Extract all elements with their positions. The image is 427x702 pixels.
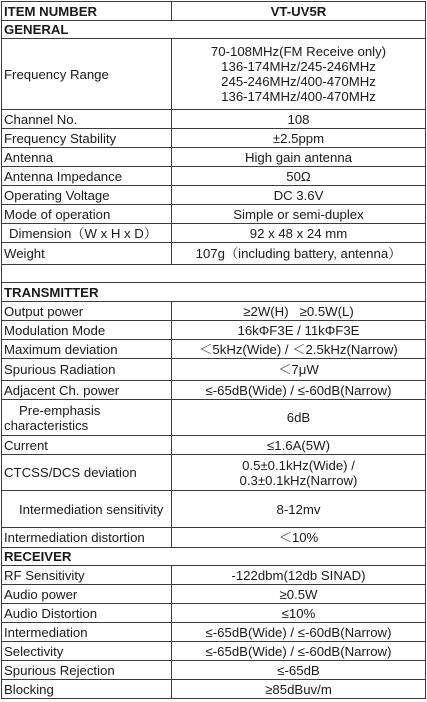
frequency-range-line: 70-108MHz(FM Receive only) [210, 44, 387, 59]
audio-distortion-value: ≤10% [172, 604, 426, 623]
channel-no-label: Channel No. [2, 110, 172, 129]
table-row [2, 243, 426, 265]
spec-table [1, 1, 426, 699]
table-row [2, 642, 426, 661]
ctcss-dcs-deviation-label: CTCSS/DCS deviation [2, 455, 172, 491]
modulation-mode-label: Modulation Mode [2, 321, 172, 340]
intermediation-distortion-value: ＜10% [172, 528, 426, 548]
table-row [2, 623, 426, 642]
antenna-label: Antenna [2, 148, 172, 167]
table-row [2, 604, 426, 623]
item-number-label: ITEM NUMBER [2, 2, 172, 21]
header-row [2, 2, 426, 21]
intermediation-distortion-label: Intermediation distortion [2, 528, 172, 548]
output-power-value: ≥2W(H) ≥0.5W(L) [172, 302, 426, 321]
table-row [2, 359, 426, 381]
ctcss-dcs-line: 0.3±0.1kHz(Narrow) [239, 472, 358, 488]
table-row [2, 680, 426, 699]
modulation-mode-value: 16kΦF3E / 11kΦF3E [172, 321, 426, 340]
mode-of-operation-label: Mode of operation [2, 205, 172, 224]
output-power-label: Output power [2, 302, 172, 321]
selectivity-label: Selectivity [2, 642, 172, 661]
spurious-rejection-value: ≤-65dB [172, 661, 426, 680]
blocking-label: Blocking [2, 680, 172, 699]
pre-emphasis-label: Pre-emphasis characteristics [2, 400, 172, 436]
dimension-label: Dimension（W x H x D） [2, 224, 172, 243]
adjacent-ch-power-value: ≤-65dB(Wide) / ≤-60dB(Narrow) [172, 381, 426, 400]
frequency-stability-value: ±2.5ppm [172, 129, 426, 148]
table-row [2, 491, 426, 528]
selectivity-value: ≤-65dB(Wide) / ≤-60dB(Narrow) [172, 642, 426, 661]
table-row [2, 381, 426, 400]
table-row [2, 148, 426, 167]
antenna-value: High gain antenna [172, 148, 426, 167]
maximum-deviation-value: ＜5kHz(Wide) / ＜2.5kHz(Narrow) [172, 340, 426, 359]
blocking-value: ≥85dBuv/m [172, 680, 426, 699]
model-number: VT-UV5R [172, 2, 426, 21]
table-row [2, 224, 426, 243]
intermediation-label: Intermediation [2, 623, 172, 642]
spurious-radiation-value: ＜7μW [172, 359, 426, 381]
section-transmitter [2, 283, 426, 302]
maximum-deviation-label: Maximum deviation [2, 340, 172, 359]
table-row [2, 528, 426, 548]
table-row [2, 455, 426, 491]
audio-power-value: ≥0.5W [172, 585, 426, 604]
audio-distortion-label: Audio Distortion [2, 604, 172, 623]
ctcss-dcs-deviation-value [172, 455, 426, 491]
frequency-range-line: 136-174MHz/245-246MHz [221, 59, 376, 74]
frequency-range-value [172, 39, 426, 110]
table-row [2, 321, 426, 340]
frequency-range-label: Frequency Range [2, 39, 172, 110]
intermediation-sensitivity-label: Intermediation sensitivity [2, 491, 172, 528]
blank-row [2, 265, 426, 283]
intermediation-sensitivity-value: 8-12mv [172, 491, 426, 528]
table-row [2, 129, 426, 148]
current-value: ≤1.6A(5W) [172, 436, 426, 455]
rf-sensitivity-label: RF Sensitivity [2, 566, 172, 585]
spurious-radiation-label: Spurious Radiation [2, 359, 172, 381]
operating-voltage-label: Operating Voltage [2, 186, 172, 205]
pre-emphasis-value: 6dB [172, 400, 426, 436]
ctcss-dcs-line: 0.5±0.1kHz(Wide) / [242, 457, 355, 473]
intermediation-value: ≤-65dB(Wide) / ≤-60dB(Narrow) [172, 623, 426, 642]
adjacent-ch-power-label: Adjacent Ch. power [2, 381, 172, 400]
weight-label: Weight [2, 243, 172, 265]
table-row [2, 400, 426, 436]
table-row [2, 186, 426, 205]
frequency-stability-label: Frequency Stability [2, 129, 172, 148]
blank-spacer [2, 265, 426, 283]
section-title-receiver: RECEIVER [2, 548, 426, 566]
table-row [2, 566, 426, 585]
operating-voltage-value: DC 3.6V [172, 186, 426, 205]
spurious-rejection-label: Spurious Rejection [2, 661, 172, 680]
antenna-impedance-value: 50Ω [172, 167, 426, 186]
table-row [2, 661, 426, 680]
audio-power-label: Audio power [2, 585, 172, 604]
table-row [2, 340, 426, 359]
section-title-general: GENERAL [2, 21, 426, 39]
section-general [2, 21, 426, 39]
table-row [2, 302, 426, 321]
table-row [2, 585, 426, 604]
section-title-transmitter: TRANSMITTER [2, 283, 426, 302]
table-row [2, 205, 426, 224]
weight-value: 107g（including battery, antenna） [172, 243, 426, 265]
table-row [2, 110, 426, 129]
frequency-range-line: 136-174MHz/400-470MHz [221, 89, 376, 104]
current-label: Current [2, 436, 172, 455]
antenna-impedance-label: Antenna Impedance [2, 167, 172, 186]
section-receiver [2, 548, 426, 566]
rf-sensitivity-value: -122dbm(12db SINAD) [172, 566, 426, 585]
frequency-range-line: 245-246MHz/400-470MHz [221, 74, 376, 89]
dimension-value: 92 x 48 x 24 mm [172, 224, 426, 243]
table-row [2, 167, 426, 186]
table-row [2, 436, 426, 455]
channel-no-value: 108 [172, 110, 426, 129]
table-row [2, 39, 426, 110]
mode-of-operation-value: Simple or semi-duplex [172, 205, 426, 224]
